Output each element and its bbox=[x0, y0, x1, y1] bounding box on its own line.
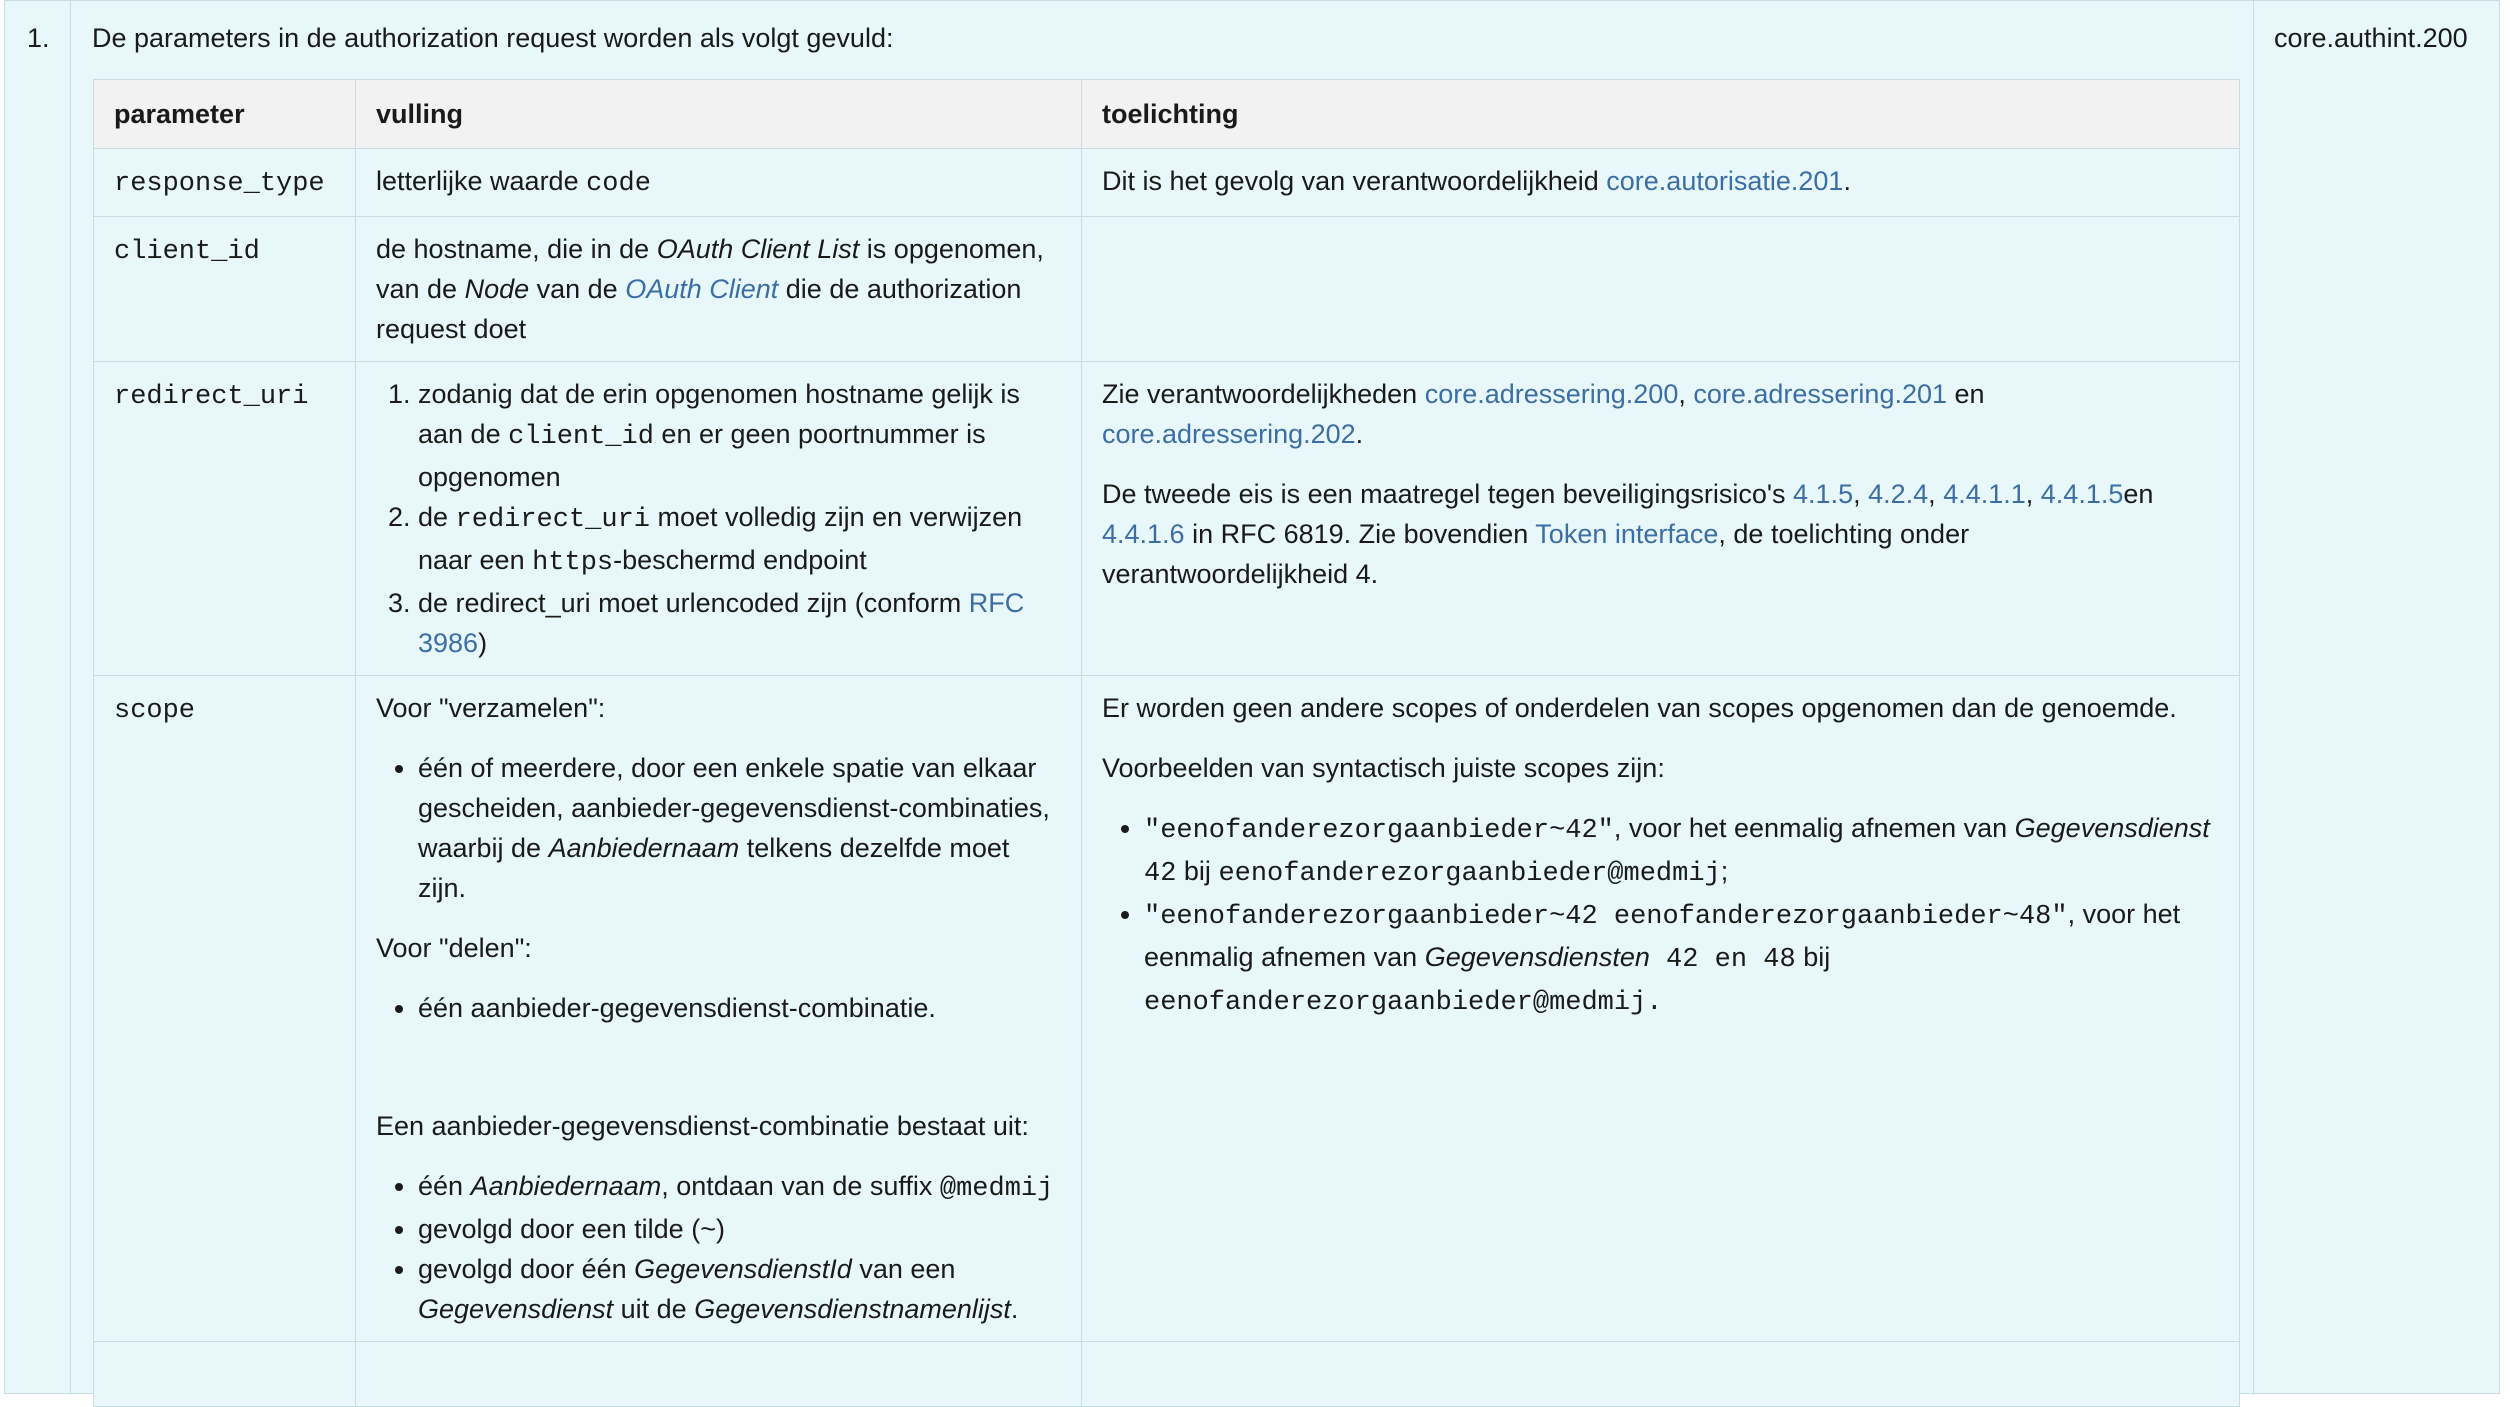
param-vulling bbox=[356, 362, 1082, 676]
link-oauth-client[interactable]: OAuth Client bbox=[625, 274, 779, 304]
table-row bbox=[94, 1342, 2240, 1407]
parameters-table bbox=[93, 79, 2240, 1407]
link-4-1-5[interactable]: 4.1.5 bbox=[1793, 479, 1854, 509]
param-vulling bbox=[356, 676, 1082, 1342]
toelichting-paragraph: Er worden geen andere scopes of onderdelen van scopes opgenomen dan de genoemde. bbox=[1102, 693, 2177, 723]
link-core-autorisatie-201[interactable]: core.autorisatie.201 bbox=[1606, 166, 1844, 196]
requirement-id-cell bbox=[2253, 1, 2499, 1395]
list-item: • gevolgd door één GegevensdienstId van een Gegevensdienst uit de Gegevensdienstnamenlijst. bbox=[418, 1249, 1061, 1329]
header-parameter: parameter bbox=[94, 80, 356, 149]
param-toelichting: Dit is het gevolg van verantwoordelijkheid core.autorisatie.201. bbox=[1082, 149, 2240, 217]
link-core-adressering-202[interactable]: core.adressering.202 bbox=[1102, 419, 1356, 449]
param-name: scope bbox=[94, 676, 356, 1342]
param-toelichting bbox=[1082, 217, 2240, 362]
link-4-2-4[interactable]: 4.2.4 bbox=[1868, 479, 1929, 509]
delen-label: Voor "delen": bbox=[376, 933, 532, 963]
param-vulling: letterlijke waarde code bbox=[356, 149, 1082, 217]
list-item: • één of meerdere, door een enkele spatie van elkaar gescheiden, aanbieder-gegevensdienst-combinaties, waarbij de Aanbiedernaam telkens dezelfde moet zijn. bbox=[418, 748, 1061, 908]
row-number: 1. bbox=[27, 23, 50, 53]
list-item: • één Aanbiedernaam, ontdaan van de suffix @medmij bbox=[418, 1166, 1061, 1209]
param-name bbox=[94, 1342, 356, 1407]
param-toelichting bbox=[1082, 676, 2240, 1342]
list-item: 3. de redirect_uri moet urlencoded zijn (conform RFC 3986) bbox=[418, 583, 1061, 663]
table-row bbox=[94, 676, 2240, 1342]
toelichting-paragraph: De tweede eis is een maatregel tegen beveiligingsrisico's 4.1.5, 4.2.4, 4.4.1.1, 4.4.1.5en 4.4.1.6 in RFC 6819. Zie bovendien Token interface, de toelichting onder verantwoordelijkheid 4. bbox=[1102, 479, 2154, 589]
redirect-uri-requirements bbox=[376, 374, 1061, 663]
table-row bbox=[94, 217, 2240, 362]
row-number-cell bbox=[5, 1, 71, 1395]
list-item: • gevolgd door een tilde (~) bbox=[418, 1209, 1061, 1249]
toelichting-paragraph: Voorbeelden van syntactisch juiste scopes zijn: bbox=[1102, 753, 1665, 783]
verzamelen-list bbox=[376, 748, 1061, 908]
list-item: • "eenofanderezorgaanbieder~42 eenofanderezorgaanbieder~48", voor het eenmalig afnemen van Gegevensdiensten 42 en 48 bij eenofanderezorgaanbieder@medmij. bbox=[1144, 894, 2219, 1023]
intro-text: De parameters in de authorization request worden als volgt gevuld: bbox=[92, 23, 894, 53]
requirement-id: core.authint.200 bbox=[2274, 23, 2468, 53]
param-toelichting bbox=[1082, 1342, 2240, 1407]
table-row bbox=[94, 149, 2240, 217]
combinatie-list bbox=[376, 1166, 1061, 1329]
param-name: redirect_uri bbox=[94, 362, 356, 676]
link-core-adressering-201[interactable]: core.adressering.201 bbox=[1693, 379, 1948, 409]
list-item: • "eenofanderezorgaanbieder~42", voor het eenmalig afnemen van Gegevensdienst 42 bij eenofanderezorgaanbieder@medmij; bbox=[1144, 808, 2219, 894]
link-4-4-1-5[interactable]: 4.4.1.5 bbox=[2040, 479, 2124, 509]
param-toelichting bbox=[1082, 362, 2240, 676]
scope-examples-list bbox=[1102, 808, 2219, 1023]
header-toelichting: toelichting bbox=[1082, 80, 2240, 149]
link-core-adressering-200[interactable]: core.adressering.200 bbox=[1424, 379, 1679, 409]
list-item: 1. zodanig dat de erin opgenomen hostname gelijk is aan de client_id en er geen poortnummer is opgenomen bbox=[418, 374, 1061, 497]
param-vulling: de hostname, die in de OAuth Client List is opgenomen, van de Node van de OAuth Client die de authorization request doet bbox=[356, 217, 1082, 362]
link-4-4-1-6[interactable]: 4.4.1.6 bbox=[1102, 519, 1185, 549]
list-item: 2. de redirect_uri moet volledig zijn en verwijzen naar een https-beschermd endpoint bbox=[418, 497, 1061, 583]
toelichting-paragraph: Zie verantwoordelijkheden core.adressering.200, core.adressering.201 en core.adressering.202. bbox=[1102, 379, 1985, 449]
combinatie-label: Een aanbieder-gegevensdienst-combinatie bestaat uit: bbox=[376, 1111, 1029, 1141]
requirement-row bbox=[4, 0, 2500, 1394]
table-row bbox=[94, 362, 2240, 676]
verzamelen-label: Voor "verzamelen": bbox=[376, 693, 606, 723]
link-4-4-1-1[interactable]: 4.4.1.1 bbox=[1943, 479, 2026, 509]
param-name: response_type bbox=[94, 149, 356, 217]
link-rfc-3986[interactable]: RFC 3986 bbox=[418, 588, 1025, 658]
list-item: • één aanbieder-gegevensdienst-combinatie. bbox=[418, 988, 1061, 1028]
param-name: client_id bbox=[94, 217, 356, 362]
param-vulling bbox=[356, 1342, 1082, 1407]
delen-list bbox=[376, 988, 1061, 1028]
table-header-row bbox=[94, 80, 2240, 149]
link-token-interface[interactable]: Token interface bbox=[1535, 519, 1719, 549]
header-vulling: vulling bbox=[356, 80, 1082, 149]
